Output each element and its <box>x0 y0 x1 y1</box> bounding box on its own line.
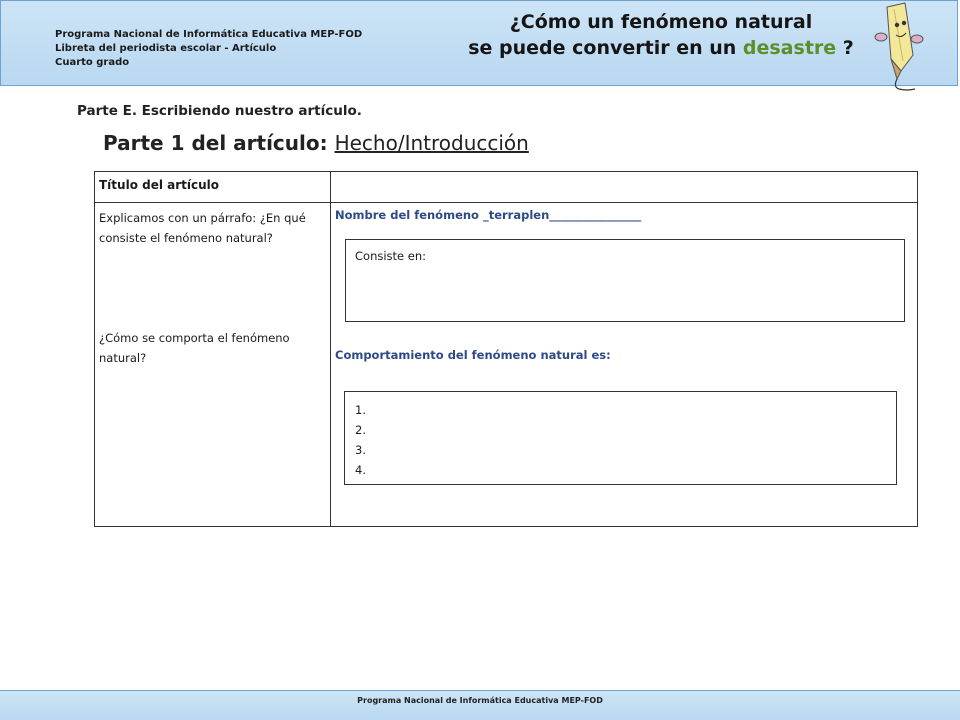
list-item: 4. <box>355 463 366 477</box>
title-line-1: ¿Cómo un fenómeno natural <box>509 11 813 33</box>
program-name: Programa Nacional de Informática Educativa MEP-FOD <box>55 29 363 40</box>
question-what-is: Explicamos con un párrafo: ¿En qué consiste el fenómeno natural? <box>99 211 306 245</box>
pencil-mascot-icon <box>867 1 927 93</box>
page-title <box>441 9 881 61</box>
notebook-name: Libreta del periodista escolar - Artículo <box>55 43 277 54</box>
grade-label: Cuarto grado <box>55 57 130 68</box>
behavior-label: Comportamiento del fenómeno natural es: <box>335 348 611 362</box>
list-item: 3. <box>355 443 366 457</box>
consists-label: Consiste en: <box>355 249 427 263</box>
article-heading-prefix: Parte 1 del artículo: <box>103 131 335 155</box>
title-end: ? <box>836 37 854 59</box>
behavior-list <box>355 400 366 480</box>
row-divider <box>95 202 917 203</box>
title-line-2 <box>441 35 881 61</box>
title-highlight: desastre <box>742 37 837 59</box>
column-divider <box>330 172 331 526</box>
question-how-behaves: ¿Cómo se comporta el fenómeno natural? <box>99 331 290 365</box>
list-item: 1. <box>355 403 366 417</box>
article-title-label: Título del artículo <box>99 178 220 192</box>
article-table <box>94 171 918 527</box>
program-info <box>55 28 362 70</box>
section-heading: Parte E. Escribiendo nuestro artículo. <box>77 103 362 119</box>
article-heading <box>103 131 529 155</box>
behavior-box[interactable] <box>344 391 897 485</box>
article-heading-topic: Hecho/Introducción <box>334 131 529 155</box>
consists-box[interactable] <box>345 239 905 322</box>
phenomenon-name: Nombre del fenómeno _terraplen________________ <box>335 208 642 222</box>
list-item: 2. <box>355 423 366 437</box>
header-banner <box>0 0 958 86</box>
footer-bar <box>0 690 960 720</box>
footer-text: Programa Nacional de Informática Educativa MEP-FOD <box>357 696 603 705</box>
title-text: se puede convertir en un <box>468 37 743 59</box>
